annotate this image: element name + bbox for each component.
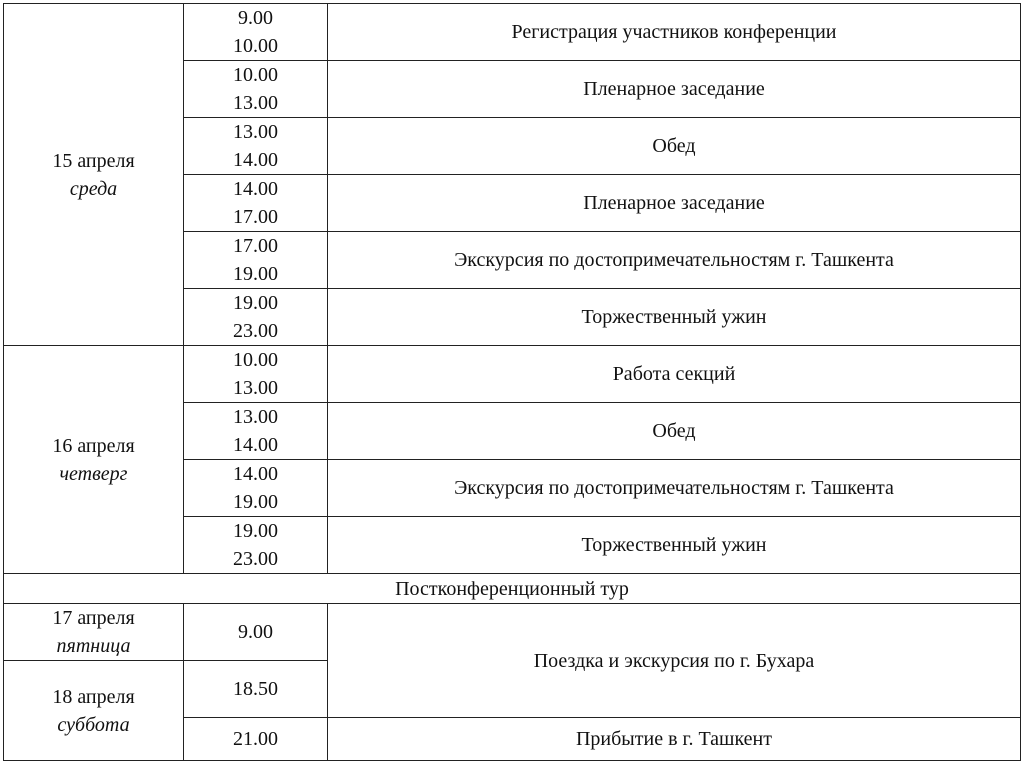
- event-title: Обед: [328, 118, 1021, 175]
- time-end: 19.00: [233, 263, 278, 285]
- time-end: 14.00: [233, 149, 278, 171]
- event-title: Регистрация участников конференции: [328, 4, 1021, 61]
- event-title: Экскурсия по достопримечательностям г. Ташкента: [328, 460, 1021, 517]
- time-cell: [184, 4, 328, 61]
- time-cell: [184, 346, 328, 403]
- conference-schedule-table: [3, 3, 1021, 761]
- time-cell: 9.00: [184, 604, 328, 661]
- day-cell-16-april: [4, 346, 184, 574]
- day-cell-18-april: [4, 661, 184, 761]
- time-start: 10.00: [233, 349, 278, 371]
- time-start: 14.00: [233, 463, 278, 485]
- day-weekday: суббота: [57, 713, 130, 736]
- day-date: 15 апреля: [52, 149, 135, 172]
- time-cell: [184, 517, 328, 574]
- time-start: 19.00: [233, 292, 278, 314]
- time-start: 19.00: [233, 520, 278, 542]
- time-end: 10.00: [233, 35, 278, 57]
- schedule-row: [4, 4, 1021, 61]
- day-date: 16 апреля: [52, 434, 135, 457]
- time-cell: [184, 460, 328, 517]
- day-weekday: среда: [69, 177, 118, 200]
- event-title: Экскурсия по достопримечательностям г. Ташкента: [328, 232, 1021, 289]
- time-cell: [184, 61, 328, 118]
- event-title: Работа секций: [328, 346, 1021, 403]
- time-cell: [184, 175, 328, 232]
- schedule-row: [4, 346, 1021, 403]
- time-start: 17.00: [233, 235, 278, 257]
- time-end: 13.00: [233, 92, 278, 114]
- time-end: 23.00: [233, 320, 278, 342]
- event-title: Пленарное заседание: [328, 175, 1021, 232]
- schedule-row: [4, 604, 1021, 661]
- time-end: 19.00: [233, 491, 278, 513]
- time-start: 9.00: [238, 7, 273, 29]
- time-start: 14.00: [233, 178, 278, 200]
- time-cell: 21.00: [184, 718, 328, 761]
- day-cell-17-april: [4, 604, 184, 661]
- time-cell: [184, 118, 328, 175]
- event-title: Торжественный ужин: [328, 517, 1021, 574]
- time-cell: [184, 289, 328, 346]
- event-title-arrival: Прибытие в г. Ташкент: [328, 718, 1021, 761]
- time-cell: 18.50: [184, 661, 328, 718]
- time-end: 17.00: [233, 206, 278, 228]
- day-cell-15-april: [4, 4, 184, 346]
- time-start: 13.00: [233, 121, 278, 143]
- time-cell: [184, 403, 328, 460]
- day-weekday: пятница: [56, 635, 131, 657]
- event-title: Пленарное заседание: [328, 61, 1021, 118]
- day-date: 18 апреля: [52, 685, 135, 708]
- event-title: Торжественный ужин: [328, 289, 1021, 346]
- time-start: 13.00: [233, 406, 278, 428]
- day-date: 17 апреля: [52, 607, 135, 629]
- tour-banner: Постконференционный тур: [4, 574, 1021, 604]
- event-title: Обед: [328, 403, 1021, 460]
- time-start: 10.00: [233, 64, 278, 86]
- time-end: 23.00: [233, 548, 278, 570]
- day-weekday: четверг: [59, 462, 128, 485]
- tour-banner-row: [4, 574, 1021, 604]
- time-end: 14.00: [233, 434, 278, 456]
- event-title-trip: Поездка и экскурсия по г. Бухара: [328, 604, 1021, 718]
- time-cell: [184, 232, 328, 289]
- time-end: 13.00: [233, 377, 278, 399]
